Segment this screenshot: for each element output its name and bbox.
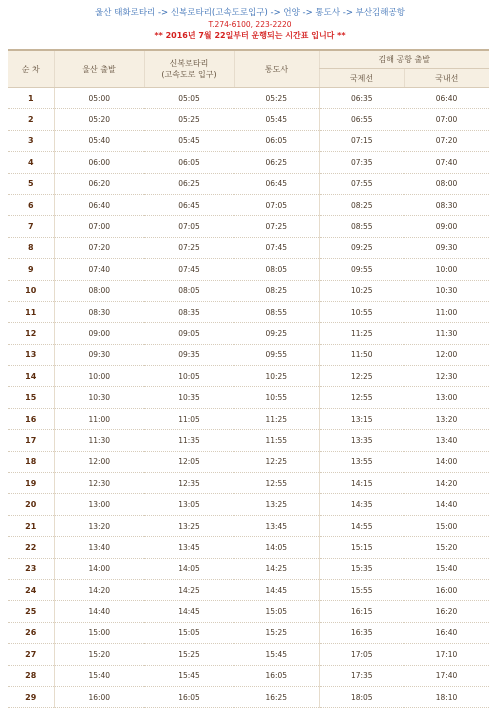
table-row — [8, 344, 489, 365]
table-row — [8, 430, 489, 451]
time-cell: 11:30 — [54, 430, 144, 451]
time-cell: 07:05 — [234, 194, 319, 215]
time-cell: 10:25 — [234, 366, 319, 387]
row-number: 26 — [8, 622, 54, 643]
time-cell: 10:00 — [54, 366, 144, 387]
time-cell: 05:40 — [54, 130, 144, 151]
row-number: 8 — [8, 237, 54, 258]
time-cell: 11:50 — [319, 344, 404, 365]
row-number: 22 — [8, 537, 54, 558]
time-cell: 10:05 — [144, 366, 234, 387]
time-cell: 12:05 — [144, 451, 234, 472]
time-cell: 06:45 — [144, 194, 234, 215]
time-cell: 07:25 — [234, 216, 319, 237]
time-cell: 15:20 — [54, 644, 144, 665]
table-row — [8, 280, 489, 301]
row-number: 1 — [8, 88, 54, 109]
row-number: 5 — [8, 173, 54, 194]
table-row — [8, 109, 489, 130]
time-cell: 07:55 — [319, 173, 404, 194]
time-cell: 16:05 — [144, 686, 234, 707]
time-cell: 07:20 — [54, 237, 144, 258]
table-row — [8, 558, 489, 579]
table-row — [8, 622, 489, 643]
row-number: 13 — [8, 344, 54, 365]
time-cell: 18:10 — [404, 686, 489, 707]
time-cell: 06:05 — [144, 152, 234, 173]
time-cell: 15:05 — [144, 622, 234, 643]
row-number: 19 — [8, 473, 54, 494]
time-cell: 15:00 — [404, 515, 489, 536]
time-cell: 16:25 — [234, 686, 319, 707]
time-cell: 11:05 — [144, 408, 234, 429]
col-header-domestic: 국내선 — [404, 69, 489, 88]
row-number: 27 — [8, 644, 54, 665]
time-cell: 10:00 — [404, 259, 489, 280]
table-row — [8, 216, 489, 237]
time-cell: 11:25 — [319, 323, 404, 344]
time-cell: 15:35 — [319, 558, 404, 579]
time-cell: 12:35 — [144, 473, 234, 494]
time-cell: 11:00 — [54, 408, 144, 429]
row-number: 14 — [8, 366, 54, 387]
time-cell: 05:00 — [54, 88, 144, 109]
time-cell: 15:25 — [144, 644, 234, 665]
time-cell: 15:40 — [54, 665, 144, 686]
time-cell: 11:55 — [234, 430, 319, 451]
table-row — [8, 387, 489, 408]
time-cell: 13:45 — [234, 515, 319, 536]
row-number: 20 — [8, 494, 54, 515]
table-row — [8, 152, 489, 173]
time-cell: 09:05 — [144, 323, 234, 344]
time-cell: 13:15 — [319, 408, 404, 429]
time-cell: 07:35 — [319, 152, 404, 173]
time-cell: 06:25 — [234, 152, 319, 173]
col-header-no: 순 차 — [8, 50, 54, 88]
time-cell: 11:30 — [404, 323, 489, 344]
time-cell: 09:35 — [144, 344, 234, 365]
time-cell: 12:30 — [404, 366, 489, 387]
time-cell: 07:45 — [144, 259, 234, 280]
table-row — [8, 537, 489, 558]
table-row — [8, 130, 489, 151]
time-cell: 14:45 — [234, 579, 319, 600]
time-cell: 07:20 — [404, 130, 489, 151]
row-number: 2 — [8, 109, 54, 130]
time-cell: 05:45 — [234, 109, 319, 130]
row-number: 6 — [8, 194, 54, 215]
time-cell: 13:25 — [234, 494, 319, 515]
row-number: 16 — [8, 408, 54, 429]
time-cell: 18:05 — [319, 686, 404, 707]
time-cell: 13:05 — [144, 494, 234, 515]
time-cell: 09:55 — [234, 344, 319, 365]
table-row — [8, 237, 489, 258]
time-cell: 14:05 — [234, 537, 319, 558]
time-cell: 15:20 — [404, 537, 489, 558]
phone-numbers: T.274-6100, 223-2220 — [208, 20, 292, 29]
time-cell: 09:25 — [234, 323, 319, 344]
time-cell: 06:40 — [54, 194, 144, 215]
table-row — [8, 259, 489, 280]
row-number: 21 — [8, 515, 54, 536]
time-cell: 13:35 — [319, 430, 404, 451]
time-cell: 07:25 — [144, 237, 234, 258]
time-cell: 17:35 — [319, 665, 404, 686]
time-cell: 06:25 — [144, 173, 234, 194]
table-row — [8, 473, 489, 494]
time-cell: 11:35 — [144, 430, 234, 451]
route-title: 울산 태화로타리 -> 신복로타리(고속도로입구) -> 언양 -> 통도사 -> 부산김해공항 — [95, 8, 405, 18]
row-number: 29 — [8, 686, 54, 707]
time-cell: 14:45 — [144, 601, 234, 622]
time-cell: 06:35 — [319, 88, 404, 109]
time-cell: 14:55 — [319, 515, 404, 536]
time-cell: 13:00 — [404, 387, 489, 408]
time-cell: 16:20 — [404, 601, 489, 622]
time-cell: 15:15 — [319, 537, 404, 558]
table-row — [8, 323, 489, 344]
table-row — [8, 665, 489, 686]
time-cell: 06:05 — [234, 130, 319, 151]
time-cell: 12:30 — [54, 473, 144, 494]
time-cell: 09:30 — [54, 344, 144, 365]
time-cell: 14:05 — [144, 558, 234, 579]
time-cell: 05:25 — [234, 88, 319, 109]
table-row — [8, 301, 489, 322]
time-cell: 10:30 — [54, 387, 144, 408]
time-cell: 16:05 — [234, 665, 319, 686]
time-cell: 05:05 — [144, 88, 234, 109]
time-cell: 12:55 — [234, 473, 319, 494]
time-cell: 06:40 — [404, 88, 489, 109]
time-cell: 09:55 — [319, 259, 404, 280]
time-cell: 12:00 — [54, 451, 144, 472]
time-cell: 13:40 — [404, 430, 489, 451]
row-number: 17 — [8, 430, 54, 451]
time-cell: 08:00 — [404, 173, 489, 194]
time-cell: 08:05 — [144, 280, 234, 301]
time-cell: 08:05 — [234, 259, 319, 280]
row-number: 11 — [8, 301, 54, 322]
time-cell: 07:00 — [54, 216, 144, 237]
time-cell: 13:40 — [54, 537, 144, 558]
time-cell: 16:35 — [319, 622, 404, 643]
time-cell: 07:45 — [234, 237, 319, 258]
col-header-intl: 국제선 — [319, 69, 404, 88]
time-cell: 08:35 — [144, 301, 234, 322]
time-cell: 10:25 — [319, 280, 404, 301]
time-cell: 07:40 — [404, 152, 489, 173]
time-cell: 16:15 — [319, 601, 404, 622]
time-cell: 07:05 — [144, 216, 234, 237]
time-cell: 14:00 — [404, 451, 489, 472]
time-cell: 08:30 — [404, 194, 489, 215]
time-cell: 13:20 — [404, 408, 489, 429]
row-number: 3 — [8, 130, 54, 151]
table-row — [8, 515, 489, 536]
time-cell: 13:20 — [54, 515, 144, 536]
table-row — [8, 408, 489, 429]
time-cell: 12:55 — [319, 387, 404, 408]
time-cell: 15:45 — [144, 665, 234, 686]
col-header-tongdosa: 통도사 — [234, 50, 319, 88]
time-cell: 11:25 — [234, 408, 319, 429]
table-row — [8, 366, 489, 387]
time-cell: 10:55 — [319, 301, 404, 322]
time-cell: 08:25 — [319, 194, 404, 215]
row-number: 24 — [8, 579, 54, 600]
row-number: 15 — [8, 387, 54, 408]
time-cell: 16:00 — [404, 579, 489, 600]
table-row — [8, 173, 489, 194]
time-cell: 07:15 — [319, 130, 404, 151]
col-header-sinbok: 신복로타리 (고속도로 입구) — [144, 50, 234, 88]
time-cell: 14:00 — [54, 558, 144, 579]
time-cell: 14:20 — [54, 579, 144, 600]
table-row — [8, 194, 489, 215]
time-cell: 05:45 — [144, 130, 234, 151]
time-cell: 08:55 — [234, 301, 319, 322]
time-cell: 17:10 — [404, 644, 489, 665]
table-row — [8, 601, 489, 622]
time-cell: 10:55 — [234, 387, 319, 408]
time-cell: 14:25 — [234, 558, 319, 579]
time-cell: 15:00 — [54, 622, 144, 643]
time-cell: 14:25 — [144, 579, 234, 600]
effective-date-notice: ** 2016년 7월 22일부터 운행되는 시간표 입니다 ** — [154, 31, 346, 40]
time-cell: 14:40 — [54, 601, 144, 622]
col-header-gimhae: 김해 공항 출발 — [319, 50, 489, 69]
time-cell: 13:25 — [144, 515, 234, 536]
time-cell: 15:55 — [319, 579, 404, 600]
time-cell: 08:00 — [54, 280, 144, 301]
time-cell: 13:55 — [319, 451, 404, 472]
time-cell: 09:25 — [319, 237, 404, 258]
time-cell: 14:15 — [319, 473, 404, 494]
time-cell: 13:45 — [144, 537, 234, 558]
time-cell: 12:00 — [404, 344, 489, 365]
time-cell: 06:55 — [319, 109, 404, 130]
time-cell: 08:25 — [234, 280, 319, 301]
row-number: 18 — [8, 451, 54, 472]
row-number: 4 — [8, 152, 54, 173]
row-number: 23 — [8, 558, 54, 579]
row-number: 25 — [8, 601, 54, 622]
time-cell: 13:00 — [54, 494, 144, 515]
time-cell: 06:45 — [234, 173, 319, 194]
time-cell: 08:30 — [54, 301, 144, 322]
table-row — [8, 88, 489, 109]
timetable-body — [8, 88, 489, 708]
time-cell: 17:40 — [404, 665, 489, 686]
time-cell: 06:20 — [54, 173, 144, 194]
time-cell: 16:00 — [54, 686, 144, 707]
time-cell: 07:00 — [404, 109, 489, 130]
time-cell: 08:55 — [319, 216, 404, 237]
time-cell: 07:40 — [54, 259, 144, 280]
time-cell: 16:40 — [404, 622, 489, 643]
time-cell: 05:20 — [54, 109, 144, 130]
table-row — [8, 579, 489, 600]
time-cell: 06:00 — [54, 152, 144, 173]
row-number: 7 — [8, 216, 54, 237]
col-header-ulsan: 울산 출발 — [54, 50, 144, 88]
time-cell: 12:25 — [234, 451, 319, 472]
time-cell: 15:45 — [234, 644, 319, 665]
time-cell: 10:30 — [404, 280, 489, 301]
row-number: 10 — [8, 280, 54, 301]
row-number: 12 — [8, 323, 54, 344]
time-cell: 09:00 — [404, 216, 489, 237]
bus-timetable — [8, 49, 489, 708]
time-cell: 17:05 — [319, 644, 404, 665]
table-row — [8, 451, 489, 472]
page-header — [0, 0, 500, 42]
time-cell: 14:40 — [404, 494, 489, 515]
time-cell: 09:00 — [54, 323, 144, 344]
time-cell: 09:30 — [404, 237, 489, 258]
time-cell: 11:00 — [404, 301, 489, 322]
time-cell: 10:35 — [144, 387, 234, 408]
time-cell: 15:25 — [234, 622, 319, 643]
row-number: 28 — [8, 665, 54, 686]
time-cell: 12:25 — [319, 366, 404, 387]
time-cell: 05:25 — [144, 109, 234, 130]
table-row — [8, 686, 489, 707]
table-row — [8, 644, 489, 665]
time-cell: 14:20 — [404, 473, 489, 494]
time-cell: 15:05 — [234, 601, 319, 622]
time-cell: 14:35 — [319, 494, 404, 515]
table-row — [8, 494, 489, 515]
time-cell: 15:40 — [404, 558, 489, 579]
row-number: 9 — [8, 259, 54, 280]
